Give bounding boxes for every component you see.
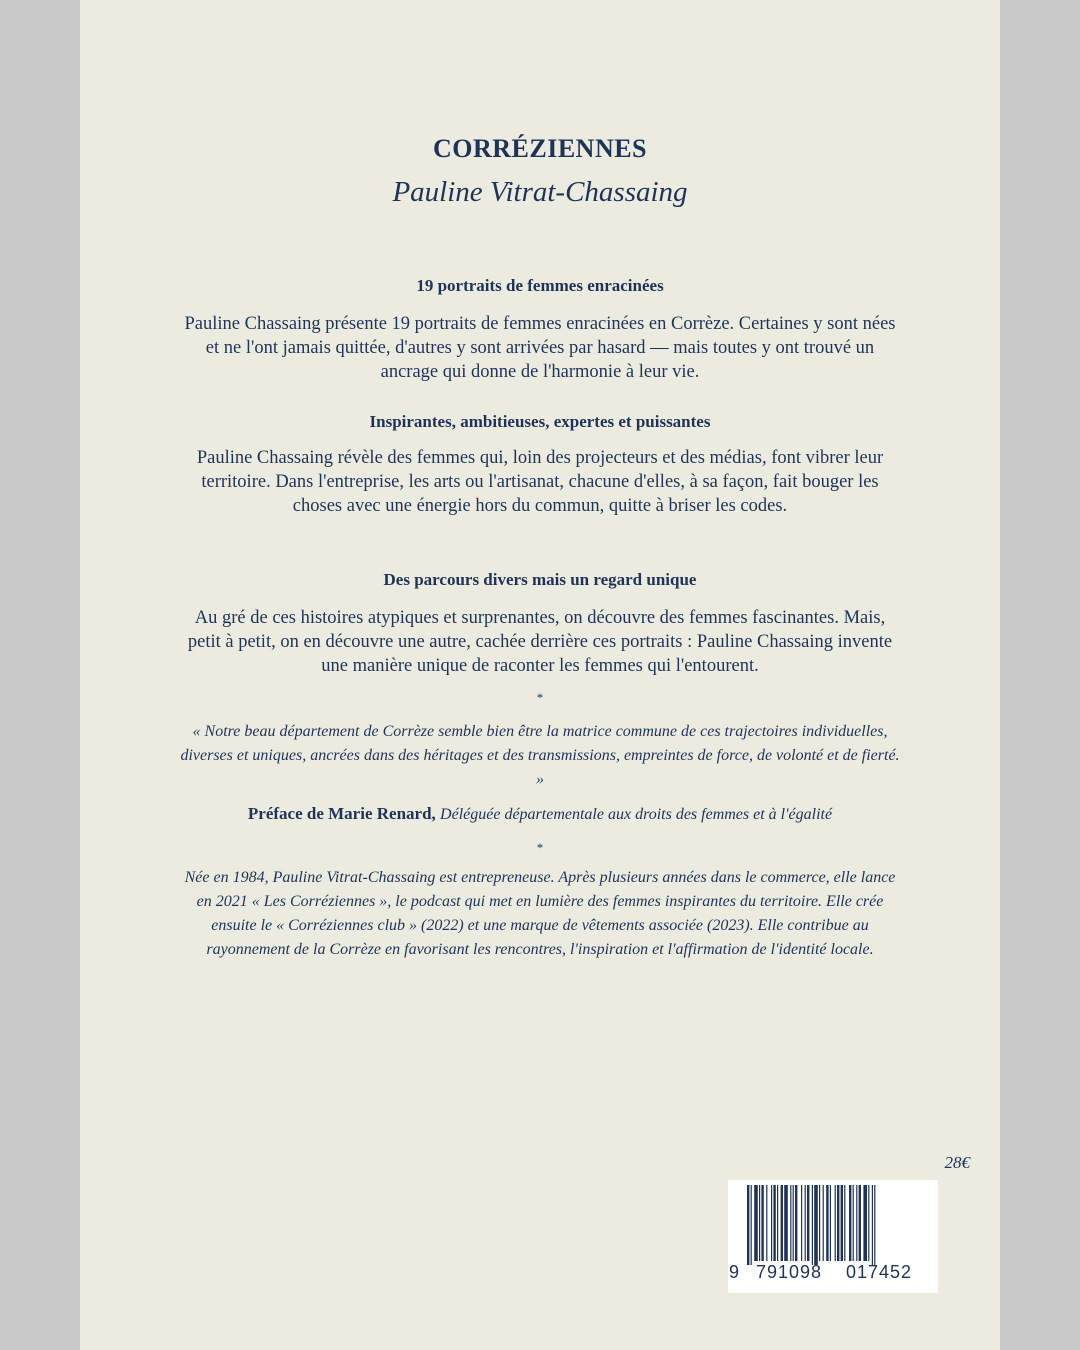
barcode-bar <box>826 1185 828 1261</box>
book-author: Pauline Vitrat-Chassaing <box>392 176 688 208</box>
barcode-right-group: 017452 <box>846 1262 913 1282</box>
isbn-barcode <box>728 1180 938 1293</box>
barcode-bar <box>807 1185 809 1261</box>
barcode-bar <box>751 1185 752 1265</box>
preface-label: Préface de Marie Renard, <box>247 804 436 823</box>
barcode-bar <box>814 1185 818 1265</box>
barcode-bar <box>872 1185 873 1265</box>
book-back-cover <box>80 0 1000 1350</box>
barcode-bar <box>837 1185 839 1261</box>
barcode-bar <box>747 1185 749 1265</box>
section-heading-3: Des parcours divers mais un regard unique <box>383 570 697 589</box>
barcode-digits <box>728 1262 938 1286</box>
barcode-bar <box>819 1185 820 1261</box>
barcode-bar <box>790 1185 791 1261</box>
barcode-bar <box>849 1185 851 1261</box>
separator-star-2: * <box>536 840 544 855</box>
barcode-bars <box>733 1185 933 1265</box>
barcode-bar <box>793 1185 794 1261</box>
preface-role: Déléguée départementale aux droits des femmes et à l'égalité <box>440 806 833 823</box>
barcode-bar <box>801 1185 802 1261</box>
barcode-bar <box>844 1185 845 1261</box>
barcode-bar <box>868 1185 869 1261</box>
section-text-2: Pauline Chassaing révèle des femmes qui, loin des projecteurs et des médias, font vibrer leur territoire. Dans l'entreprise, les arts ou l'artisanat, chacune d'elles, à sa façon, fait bouger les choses avec une énergie hors du commun, quitte à briser les codes. <box>196 448 884 516</box>
barcode-first-digit: 9 <box>729 1262 740 1282</box>
author-bio: Née en 1984, Pauline Vitrat-Chassaing est entrepreneuse. Après plusieurs années dans le commerce, elle lance en 2021 « Les Corréziennes », le podcast qui met en lumière des femmes inspirantes du territoire. Elle crée ensuite le « Corréziennes club » (2022) et une marque de vêtements associée (2023). Elle contribue au rayonnement de la Corrèze en favorisant les rencontres, l'inspiration et l'affirmation de l'identité locale. <box>184 869 896 958</box>
preface-credit <box>80 804 1000 824</box>
section-heading-1: 19 portraits de femmes enracinées <box>416 276 664 295</box>
barcode-bar <box>841 1185 843 1261</box>
barcode-bar <box>754 1185 758 1261</box>
price-label: 28€ <box>944 1153 970 1172</box>
section-heading-2: Inspirantes, ambitieuses, expertes et puissantes <box>369 412 711 431</box>
barcode-bar <box>859 1185 861 1261</box>
barcode-bar <box>830 1185 831 1261</box>
barcode-bar <box>853 1185 854 1261</box>
barcode-bar <box>771 1185 772 1261</box>
barcode-bar <box>805 1185 806 1261</box>
barcode-bar <box>856 1185 857 1261</box>
barcode-bar <box>863 1185 867 1261</box>
barcode-bar <box>823 1185 824 1261</box>
barcode-bar <box>784 1185 788 1261</box>
barcode-bar <box>812 1185 813 1265</box>
section-text-3: Au gré de ces histoires atypiques et surprenantes, on découvre des femmes fascinantes. Mais, petit à petit, on en découvre une autre, cachée derrière ces portraits : Pauline Chassaing invente une manière unique de raconter les femmes qui l'entourent. <box>187 608 893 676</box>
barcode-bar <box>777 1185 778 1261</box>
barcode-bar <box>759 1185 760 1261</box>
section-text-1: Pauline Chassaing présente 19 portraits de femmes enracinées en Corrèze. Certaines y sont nées et ne l'ont jamais quittée, d'autres y sont arrivées par hasard — mais toutes y ont trouvé un ancrage qui donne de l'harmonie à leur vie. <box>184 314 896 382</box>
barcode-bar <box>761 1185 763 1261</box>
barcode-bar <box>835 1185 836 1261</box>
barcode-bar <box>766 1185 767 1261</box>
barcode-bar <box>874 1185 875 1265</box>
barcode-left-group: 791098 <box>756 1262 823 1282</box>
barcode-bar <box>773 1185 775 1261</box>
barcode-bar <box>795 1185 797 1261</box>
separator-star-1: * <box>536 690 544 705</box>
barcode-bar <box>781 1185 783 1261</box>
preface-quote: « Notre beau département de Corrèze semble bien être la matrice commune de ces trajectoires individuelles, diverses et uniques, ancrées dans des héritages et des transmissions, empreintes de force, de volonté et de fierté. » <box>180 723 900 788</box>
book-title: CORRÉZIENNES <box>432 134 648 163</box>
